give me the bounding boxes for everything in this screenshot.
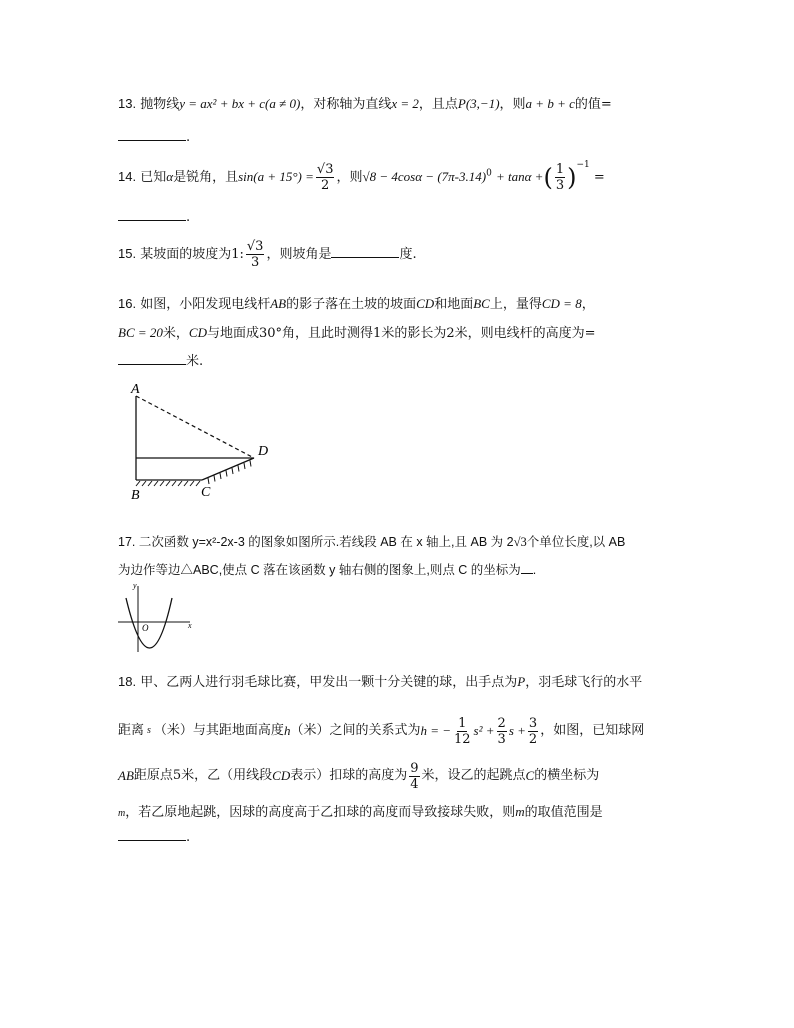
numerator: 2 bbox=[497, 715, 506, 731]
q18-point-c: C bbox=[525, 767, 535, 783]
q18-text: 表示）扣球的高度为 bbox=[290, 767, 408, 783]
numerator: 1 bbox=[458, 715, 467, 731]
origin-label: O bbox=[142, 623, 149, 633]
label-d: D bbox=[258, 444, 269, 459]
axis-label-y: y bbox=[133, 581, 137, 590]
shadow-line-ad bbox=[136, 396, 254, 458]
figure-16 bbox=[120, 380, 290, 505]
q18-h-eq: h = − bbox=[420, 722, 451, 738]
answer-line-13 bbox=[118, 128, 678, 146]
q13-end: . bbox=[186, 130, 191, 145]
q18-net-ab: AB bbox=[118, 767, 134, 783]
q17-root: √3 bbox=[513, 535, 527, 549]
q17-line-1 bbox=[118, 528, 678, 556]
label-a: A bbox=[131, 382, 140, 397]
q13-text-5: 的值= bbox=[574, 97, 612, 112]
q17-text: 个单位长度,以 AB bbox=[526, 535, 626, 549]
question-17 bbox=[118, 528, 678, 584]
q17-text: 二次函数 y=x²-2x-3 的图象如图所示.若线段 AB 在 x 轴上,且 AB 为 2 bbox=[138, 535, 514, 549]
denominator: 2 bbox=[528, 731, 538, 747]
q16-line-1 bbox=[118, 290, 678, 319]
q13-point: P(3,−1) bbox=[457, 96, 500, 111]
q18-line-3 bbox=[118, 754, 688, 798]
q15-ratio: 1: bbox=[231, 247, 244, 262]
q18-var-h: h bbox=[283, 722, 291, 738]
q18-line-5 bbox=[118, 826, 688, 850]
q16-text: 与地面成 bbox=[206, 326, 259, 341]
q18-text: 甲、乙两人进行羽毛球比赛，甲发出一颗十分关键的球，出手点为 bbox=[140, 675, 518, 690]
question-number: 15. bbox=[118, 246, 137, 261]
answer-blank[interactable] bbox=[521, 561, 533, 574]
q17-text: 为边作等边△ABC,使点 C 落在该函数 y 轴右侧的图象上,则点 C 的坐标为 bbox=[118, 563, 521, 577]
numerator: √3 bbox=[316, 162, 334, 177]
q14-alpha: α bbox=[166, 169, 174, 184]
label-b: B bbox=[131, 488, 140, 503]
q16-text: 米， bbox=[162, 326, 189, 341]
q13-ask-expr: a + b + c bbox=[525, 96, 575, 111]
q18-point-p: P bbox=[517, 674, 526, 689]
q18-end: . bbox=[186, 830, 191, 845]
q18-text: （米）与其距地面高度 bbox=[153, 722, 284, 738]
q16-text: 上，量得 bbox=[489, 297, 542, 312]
q18-var-m: m bbox=[118, 808, 126, 819]
numerator: 1 bbox=[555, 162, 565, 177]
q18-text: （米）之间的关系式为 bbox=[290, 722, 421, 738]
q18-text: ，羽毛球飞行的水平 bbox=[525, 675, 643, 690]
question-15 bbox=[118, 240, 678, 269]
q17-line-2 bbox=[118, 556, 678, 584]
q14-paren-fraction bbox=[555, 163, 565, 192]
denominator: 3 bbox=[497, 731, 506, 747]
q18-s-plus: s + bbox=[508, 722, 526, 738]
parabola-curve bbox=[126, 598, 172, 648]
q16-text: 米，则电线杆的高度为= bbox=[454, 326, 596, 341]
q14-sin-lhs: sin(a + 15°) = bbox=[238, 169, 314, 184]
q18-text: ，若乙原地起跳，因球的高度高于乙扣球的高度而导致接球失败，则 bbox=[125, 805, 516, 820]
q13-text-3: ，且点 bbox=[418, 97, 458, 112]
q16-segment-bc: BC bbox=[473, 296, 490, 311]
q18-frac-1 bbox=[453, 717, 472, 746]
q16-two: 2 bbox=[446, 326, 455, 341]
q18-var-s: s bbox=[147, 724, 151, 736]
question-number: 16. bbox=[118, 296, 137, 311]
numerator: √3 bbox=[246, 239, 264, 254]
answer-blank[interactable] bbox=[118, 208, 186, 221]
question-number: 17. bbox=[118, 535, 136, 549]
label-c: C bbox=[201, 485, 211, 500]
q17-end: . bbox=[532, 563, 537, 577]
q16-cd-value: CD = 8 bbox=[541, 296, 582, 311]
q16-segment-cd: CD bbox=[188, 325, 207, 340]
q13-text-2: ，对称轴为直线 bbox=[300, 97, 392, 112]
q14-text-1: 已知 bbox=[140, 170, 167, 185]
denominator: 3 bbox=[251, 255, 260, 270]
q14-exponent-0: 0 bbox=[486, 168, 492, 179]
q14-fraction bbox=[316, 163, 335, 192]
q14-expr-2: + tanα + bbox=[495, 169, 544, 184]
q14-text-2: 是锐角，且 bbox=[173, 170, 239, 185]
q18-text: 的取值范围是 bbox=[524, 805, 603, 820]
answer-line-14 bbox=[118, 208, 678, 226]
q18-line-4 bbox=[118, 798, 688, 826]
denominator: 12 bbox=[454, 731, 471, 747]
q15-fraction bbox=[246, 240, 265, 269]
question-13 bbox=[118, 96, 678, 113]
answer-blank[interactable] bbox=[118, 828, 186, 841]
q18-s2: s² + bbox=[473, 722, 495, 738]
q16-segment-cd: CD bbox=[416, 296, 435, 311]
q18-text: 米，设乙的起跳点 bbox=[421, 767, 526, 783]
q18-text: 的横坐标为 bbox=[534, 767, 600, 783]
denominator: 2 bbox=[321, 178, 330, 193]
question-14: 14. 已知α是锐角，且sin(a + 15°) = $\frac{√3}{2}$ ，则$√8 - 4\cos\alpha - (7\pi-3.14)^0 + \tan\alpha$ +( $\frac{1}{3}$ )$^{-1}$ = bbox=[118, 160, 605, 193]
answer-blank[interactable] bbox=[118, 128, 186, 141]
numerator: 9 bbox=[410, 760, 419, 776]
q13-text-4: ，则 bbox=[499, 97, 526, 112]
q14-text-3: ，则 bbox=[336, 170, 363, 185]
q16-one: 1 bbox=[373, 326, 382, 341]
question-18 bbox=[118, 670, 688, 850]
q16-text: 米的影长为 bbox=[381, 326, 447, 341]
q16-text: 米. bbox=[186, 354, 204, 369]
q18-text: ，如图，已知球网 bbox=[540, 722, 645, 738]
q13-axis-expr: x = 2 bbox=[391, 96, 419, 111]
q16-text: 如图，小阳发现电线杆 bbox=[140, 297, 271, 312]
denominator: 4 bbox=[410, 776, 419, 792]
q16-text: ， bbox=[581, 297, 595, 312]
q14-end: . bbox=[186, 210, 191, 225]
answer-blank[interactable] bbox=[118, 352, 186, 365]
question-number: 13. bbox=[118, 96, 137, 111]
q18-segment-cd: CD bbox=[272, 767, 291, 783]
q18-line-1 bbox=[118, 670, 688, 708]
q18-text: 距原点5米，乙（用线段 bbox=[133, 767, 273, 783]
q16-text: 的影子落在土坡的坡面 bbox=[286, 297, 417, 312]
q16-bc-value: BC = 20 bbox=[118, 325, 163, 340]
q13-parabola-expr: y = ax² + bx + c(a ≠ 0) bbox=[179, 96, 301, 111]
q16-text: 角，且此时测得 bbox=[282, 326, 374, 341]
answer-blank[interactable] bbox=[331, 245, 399, 258]
q14-exponent-neg1: −1 bbox=[576, 160, 590, 170]
q16-segment-ab: AB bbox=[270, 296, 287, 311]
q16-line-2 bbox=[118, 319, 678, 348]
q18-text: 距离 bbox=[118, 722, 145, 738]
axis-label-x: x bbox=[188, 621, 192, 630]
numerator: 3 bbox=[528, 715, 538, 731]
q18-var-m: m bbox=[515, 804, 525, 819]
q18-frac-3 bbox=[528, 717, 538, 746]
q15-text-3: 度. bbox=[399, 247, 417, 262]
q15-text-2: ，则坡角是 bbox=[266, 247, 332, 262]
q16-angle: 30° bbox=[258, 326, 283, 341]
figure-17 bbox=[116, 580, 196, 658]
q18-frac-4 bbox=[409, 762, 419, 791]
denominator: 3 bbox=[555, 178, 565, 193]
q15-text-1: 某坡面的坡度为 bbox=[140, 247, 232, 262]
slope-cd bbox=[202, 458, 254, 480]
q14-expr-1: √8 − 4cosα − (7π-3.14) bbox=[362, 169, 487, 184]
q13-text-1: 抛物线 bbox=[140, 97, 180, 112]
question-number: 18. bbox=[118, 674, 137, 689]
q16-text: 和地面 bbox=[434, 297, 474, 312]
question-number: 14. bbox=[118, 169, 137, 184]
ground-hatching bbox=[136, 461, 251, 487]
q18-frac-2 bbox=[497, 717, 507, 746]
q18-line-2 bbox=[118, 708, 688, 754]
q16-line-3 bbox=[118, 348, 678, 376]
question-16 bbox=[118, 290, 678, 376]
q14-equals: = bbox=[593, 170, 605, 185]
